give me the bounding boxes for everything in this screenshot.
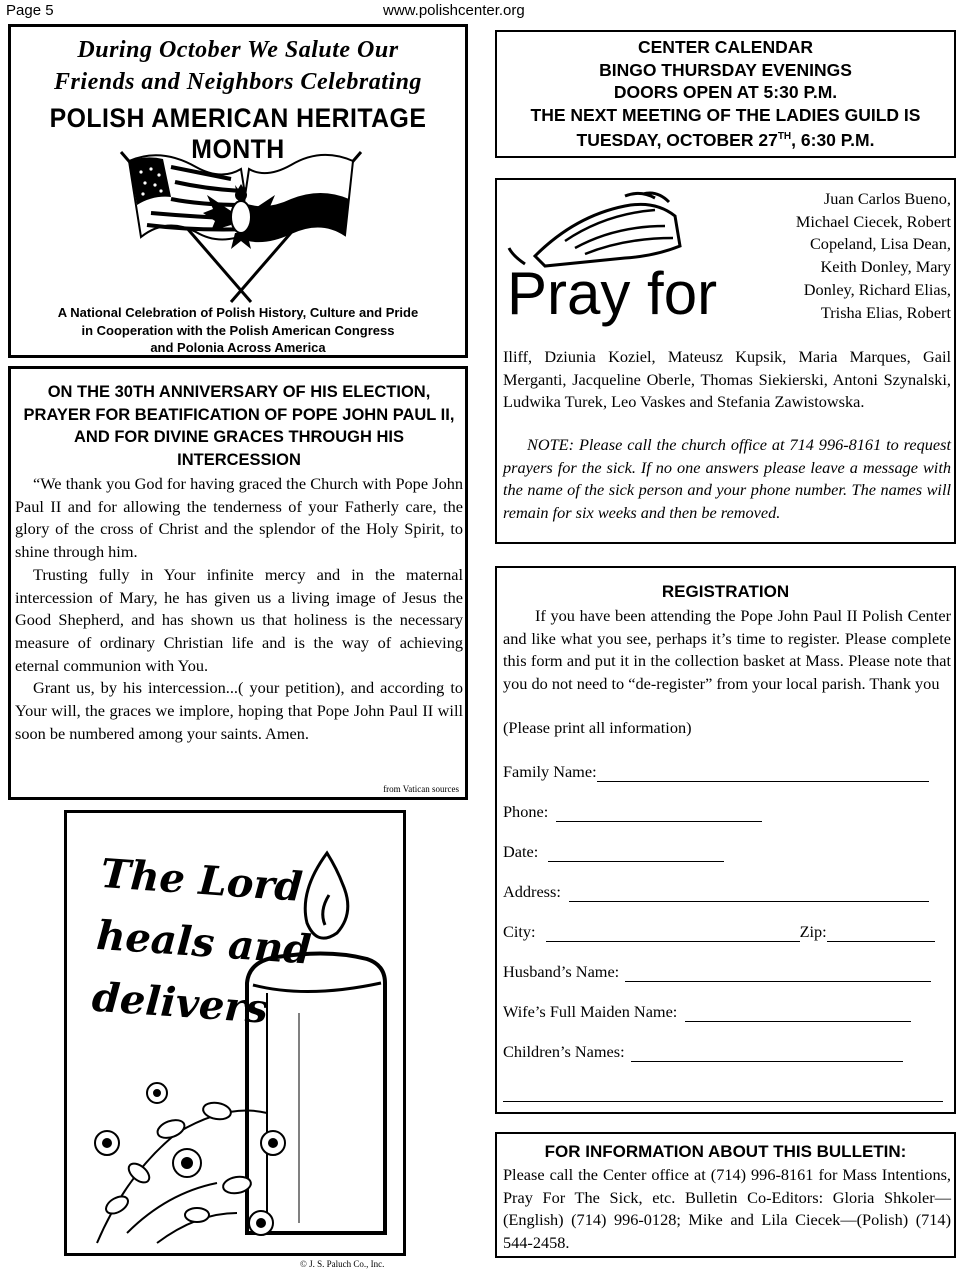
wife-name-field[interactable] [503, 1002, 911, 1022]
praying-hands-icon [505, 186, 767, 336]
husband-name-label: Husband’s Name: [503, 962, 620, 981]
prayer-paragraph-3: Grant us, by his intercession...( your petition), and according to Your will, the graces we implore, hoping that Pope John Paul II will soon be numbered among your saints. Amen. [15, 678, 463, 743]
copyright-notice: © J. S. Paluch Co., Inc. [300, 1259, 385, 1269]
registration-body: If you have been attending the Pope John Paul II Polish Center and like what you see, perhaps it’s time to register. Please complete this form and put it in the collection basket at Mass. Please note that you do not need to “de-register” from your local parish. Thank you [503, 606, 951, 694]
registration-box [495, 566, 956, 1114]
lord-heals-artwork-box [64, 810, 406, 1256]
prayer-paragraph-2: Trusting fully in Your infinite mercy and in the maternal intercession of Mary, he has given us a living image of Jesus the Good Shepherd, and has shown us that holiness is the necessary measure of ordinary Christian life and is the way of achieving eternal communion with You. [15, 564, 463, 675]
city-label: City: [503, 922, 536, 941]
lord-heals-heading [90, 843, 318, 1044]
heritage-line-1: During October We Salute Our [77, 37, 399, 63]
pray-for-box [495, 178, 956, 544]
bulletin-info-box [495, 1132, 956, 1258]
family-name-label: Family Name: [503, 762, 597, 781]
date-field[interactable] [503, 842, 724, 862]
beatification-prayer-box [8, 366, 468, 800]
date-label: Date: [503, 842, 539, 861]
lord-heals-line-3: delivers [90, 973, 270, 1033]
children-names-extra-line[interactable] [503, 1084, 943, 1102]
city-input-line[interactable] [546, 924, 800, 942]
pray-for-names-top: Juan Carlos Bueno, Michael Ciecek, Robert Copeland, Lisa Dean, Keith Donley, Mary Donley, Richard Elias, Trisha Elias, Robert [795, 189, 951, 322]
calendar-date-text: TUESDAY, OCTOBER 27 [576, 129, 778, 150]
prayer-body [15, 473, 463, 745]
children-names-label: Children’s Names: [503, 1042, 625, 1061]
calendar-meeting-date [497, 126, 954, 151]
pray-for-heading: Pray for [507, 260, 718, 327]
heritage-caption-1: A National Celebration of Polish History, Culture and Pride [57, 305, 419, 320]
family-name-input-line[interactable] [597, 764, 929, 782]
calendar-ladies-guild: THE NEXT MEETING OF THE LADIES GUILD IS [530, 104, 921, 125]
calendar-time-text: , 6:30 P.M. [791, 129, 875, 150]
heritage-line-3: POLISH AMERICAN HERITAGE MONTH [49, 103, 427, 164]
crossed-flags-eagle-icon [101, 147, 381, 307]
zip-input-line[interactable] [827, 924, 935, 942]
city-zip-field[interactable] [503, 922, 935, 942]
registration-title: REGISTRATION [661, 582, 790, 601]
wife-name-label: Wife’s Full Maiden Name: [503, 1002, 678, 1021]
pray-for-names-bottom: Iliff, Dziunia Koziel, Mateusz Kupsik, Maria Marques, Gail Merganti, Jacqueline Oberle, Thomas Siekierski, Antoni Szynalski, Ludwika Turek, Leo Vaskes and Stefania Zawistowska. [503, 347, 951, 412]
children-names-input-line[interactable] [631, 1044, 903, 1062]
children-names-field[interactable] [503, 1042, 903, 1062]
address-field[interactable] [503, 882, 929, 902]
heritage-caption-2: in Cooperation with the Polish American Congress [81, 323, 395, 338]
bulletin-info-title: FOR INFORMATION ABOUT THIS BULLETIN: [544, 1142, 907, 1161]
calendar-doors-open: DOORS OPEN AT 5:30 P.M. [613, 82, 838, 102]
page-number: Page 5 [6, 2, 54, 19]
heritage-month-box [8, 24, 468, 358]
prayer-title: ON THE 30TH ANNIVERSARY OF HIS ELECTION, PRAYER FOR BEATIFICATION OF POPE JOHN PAUL II, AND FOR DIVINE GRACES THROUGH HIS INTERCESSION [23, 383, 455, 469]
family-name-field[interactable] [503, 762, 929, 782]
phone-field[interactable] [503, 802, 762, 822]
registration-print-note: (Please print all information) [503, 718, 692, 737]
prayer-paragraph-1: “We thank you God for having graced the Church with Pope John Paul II and for allowing the tenderness of your Fatherly care, the glory of the cross of Christ and the splendor of the Holy Spirit, to shine through him. [15, 474, 463, 562]
calendar-heading: CENTER CALENDAR [638, 37, 813, 57]
pray-for-note: NOTE: Please call the church office at 714 996-8161 to request prayers for the sick. If no one answers please leave a message with the name of the sick person and your phone number. The names will remain for six weeks and then be removed. [503, 435, 951, 523]
phone-label: Phone: [503, 802, 549, 821]
calendar-date-ordinal: TH [777, 131, 792, 142]
lord-heals-line-2: heals and [94, 911, 313, 974]
heritage-line-2: Friends and Neighbors Celebrating [54, 69, 422, 95]
lord-heals-line-1: The Lord [99, 849, 305, 911]
site-url[interactable]: www.polishcenter.org [383, 2, 525, 19]
bulletin-info-body: Please call the Center office at (714) 996-8161 for Mass Intentions, Pray For The Sick, etc. Bulletin Co-Editors: Gloria Shkoler—(English) (714) 996-0128; Mike and Lila Ciecek—(Polish) (714) 544-2458. [503, 1165, 951, 1253]
heritage-caption-3: and Polonia Across America [150, 340, 326, 355]
zip-label: Zip: [799, 922, 827, 941]
calendar-bingo: BINGO THURSDAY EVENINGS [599, 59, 852, 80]
phone-input-line[interactable] [556, 804, 762, 822]
prayer-source: from Vatican sources [383, 784, 459, 794]
husband-name-field[interactable] [503, 962, 931, 982]
date-input-line[interactable] [548, 844, 724, 862]
address-label: Address: [503, 882, 561, 901]
address-input-line[interactable] [569, 884, 929, 902]
children-names-extra-field[interactable] [503, 1084, 943, 1102]
husband-name-input-line[interactable] [625, 964, 931, 982]
wife-name-input-line[interactable] [685, 1004, 911, 1022]
center-calendar-box [495, 30, 956, 158]
